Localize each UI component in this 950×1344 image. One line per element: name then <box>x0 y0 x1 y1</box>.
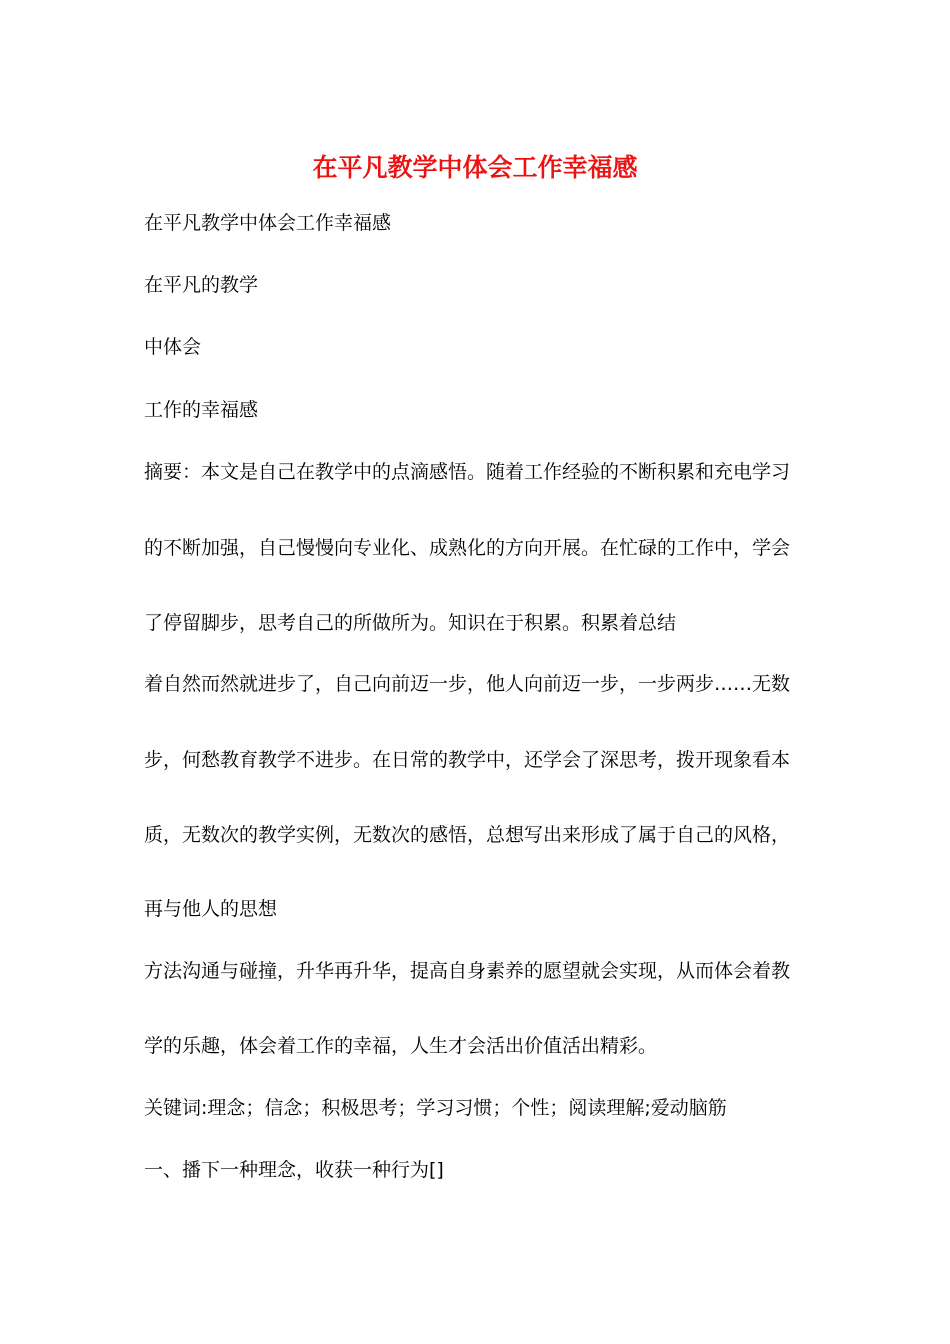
abstract-line: 步，何愁教育教学不进步。在日常的教学中，还学会了深思考，拨开现象看本 <box>144 749 791 771</box>
abstract-line: 方法沟通与碰撞，升华再升华，提高自身素养的愿望就会实现，从而体会着教 <box>144 960 791 982</box>
abstract-line: 着自然而然就进步了，自己向前迈一步，他人向前迈一步，一步两步……无数 <box>144 673 791 695</box>
subtitle-line: 工作的幸福感 <box>144 399 259 421</box>
abstract-line: 再与他人的思想 <box>144 898 278 920</box>
abstract-line: 质，无数次的教学实例，无数次的感悟，总想写出来形成了属于自己的风格， <box>144 824 791 846</box>
document-title: 在平凡教学中体会工作幸福感 <box>312 153 638 182</box>
abstract-line: 了停留脚步，思考自己的所做所为。知识在于积累。积累着总结 <box>144 612 677 634</box>
section-heading: 一、播下一种理念，收获一种行为[] <box>144 1159 444 1181</box>
abstract-line: 的不断加强，自己慢慢向专业化、成熟化的方向开展。在忙碌的工作中，学会 <box>144 537 791 559</box>
abstract-line: 摘要：本文是自己在教学中的点滴感悟。随着工作经验的不断积累和充电学习 <box>144 461 791 483</box>
subtitle-line: 在平凡教学中体会工作幸福感 <box>144 212 392 234</box>
subtitle-line: 在平凡的教学 <box>144 274 259 296</box>
abstract-line: 学的乐趣，体会着工作的幸福，人生才会活出价值活出精彩。 <box>144 1035 658 1057</box>
keywords-line: 关键词:理念；信念；积极思考；学习习惯；个性；阅读理解;爱动脑筋 <box>144 1097 727 1119</box>
subtitle-line: 中体会 <box>144 336 202 358</box>
